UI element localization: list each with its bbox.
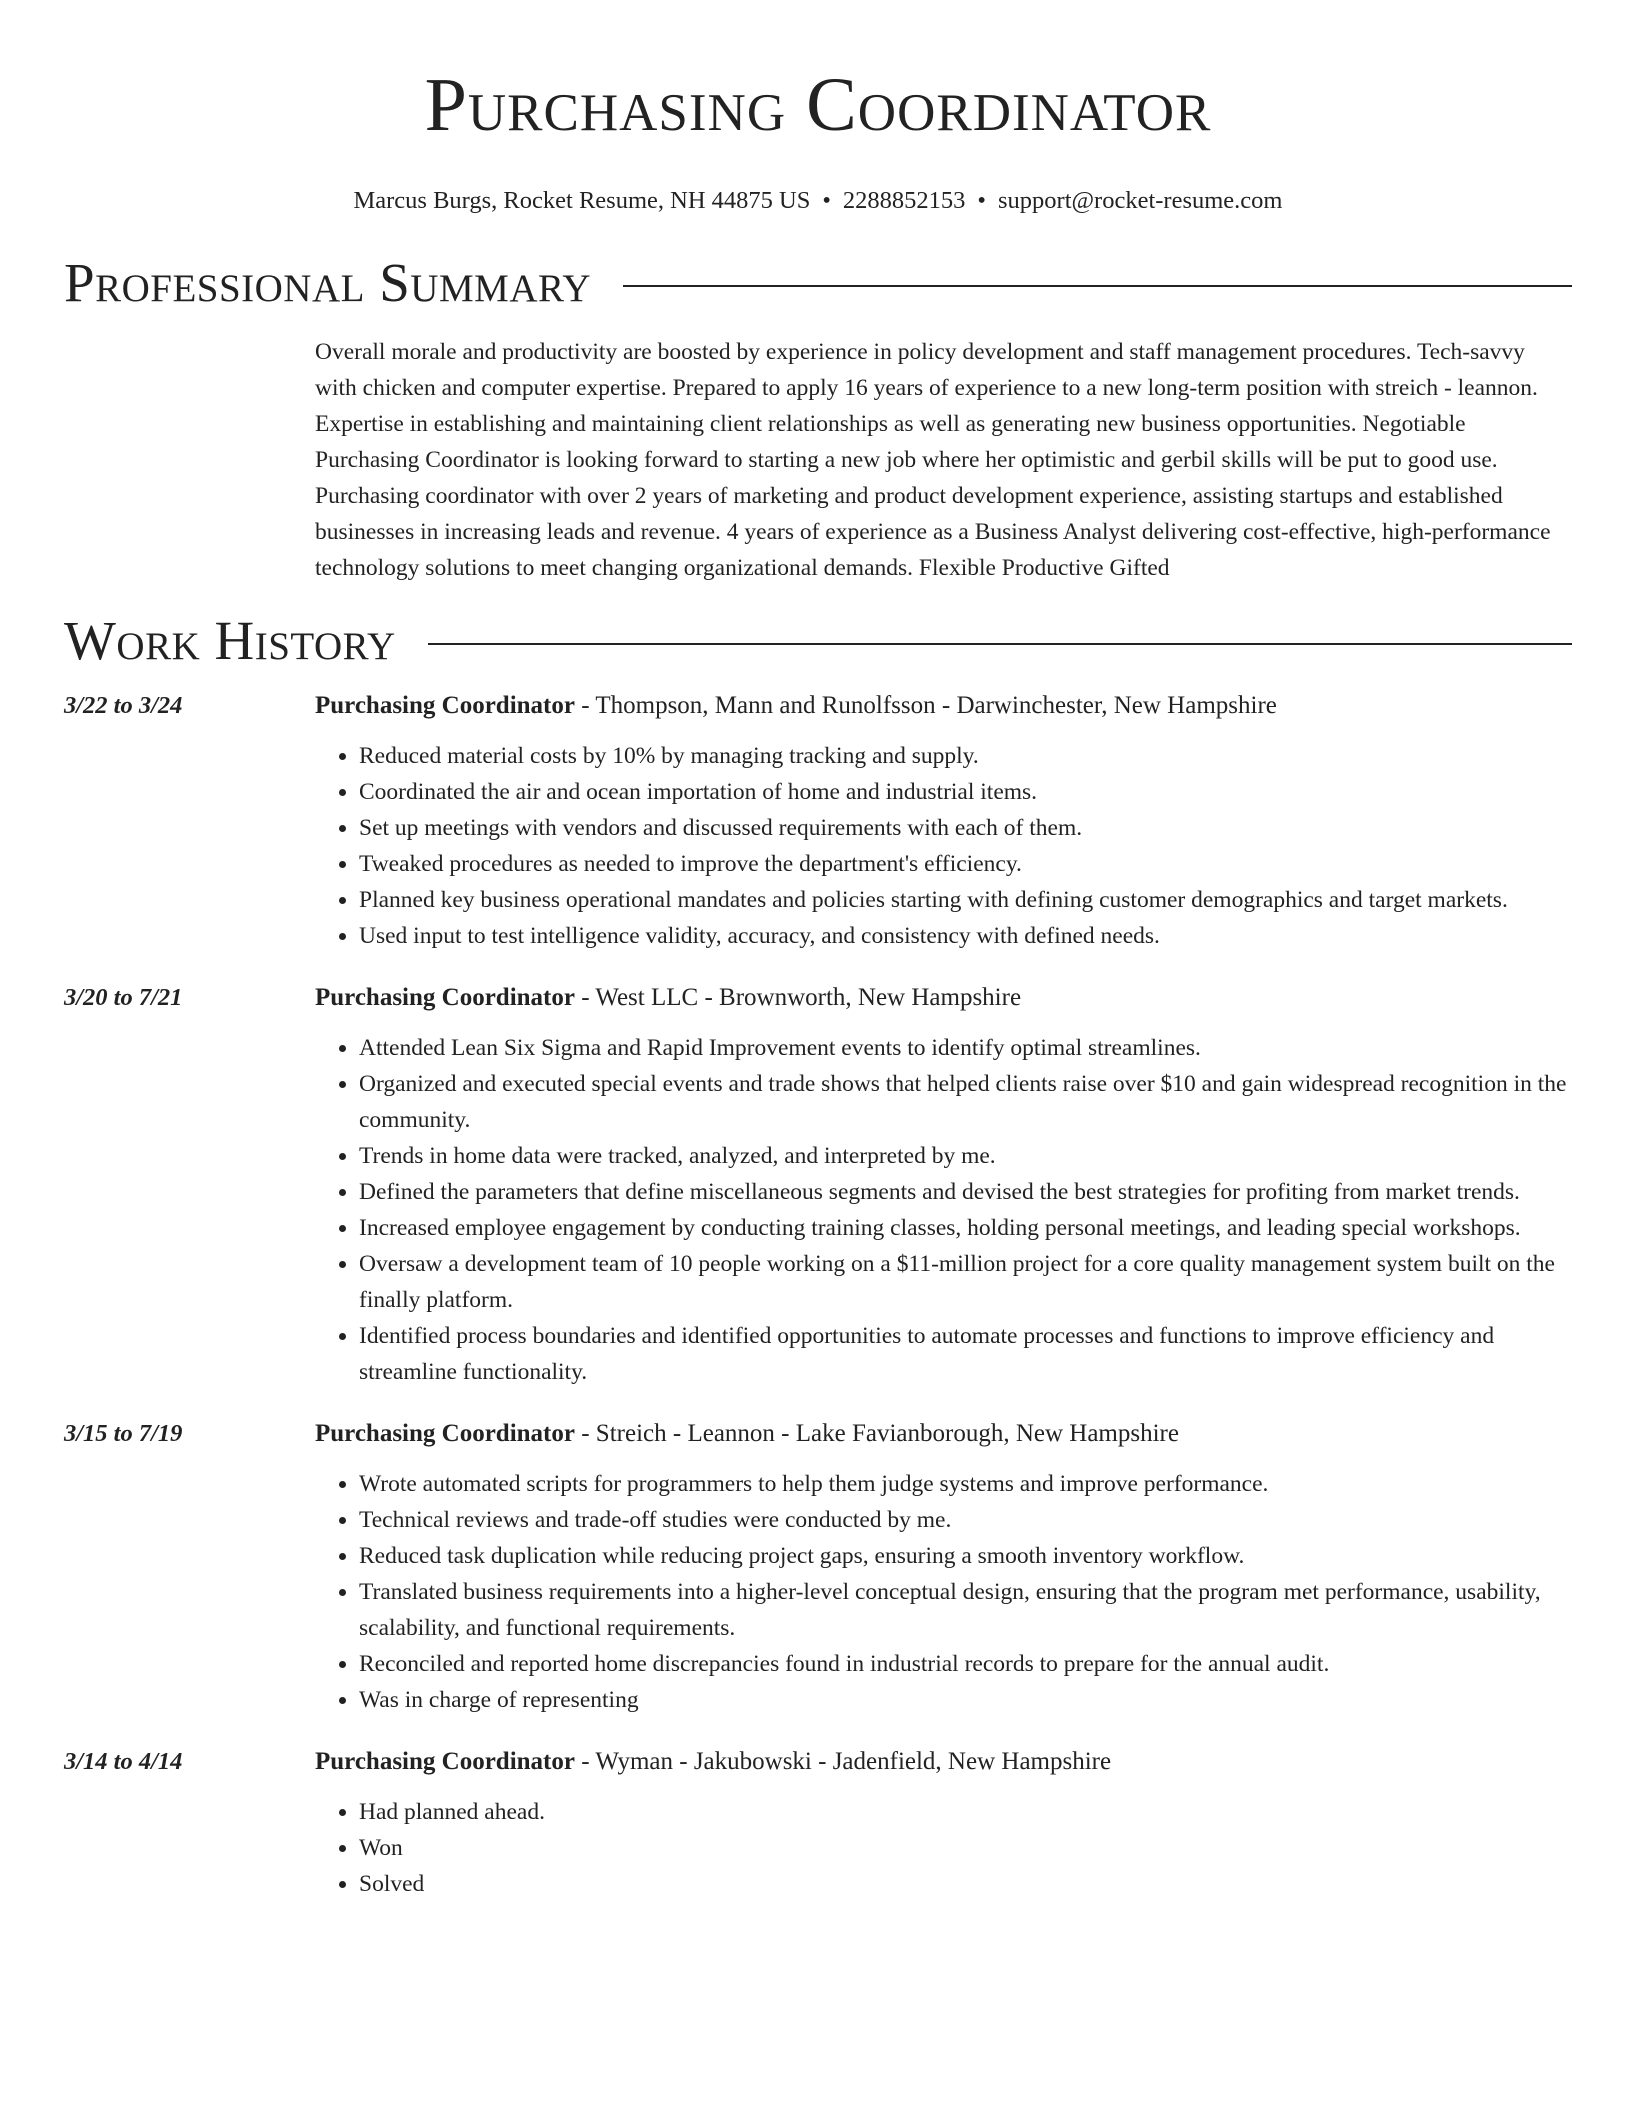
- contact-separator: •: [977, 187, 986, 214]
- job-bullet-list: [315, 1466, 1572, 1718]
- contact-email[interactable]: support@rocket-resume.com: [998, 187, 1283, 214]
- job-bullet-list: [315, 738, 1572, 954]
- job-bullet: • Increased employee engagement by conducting training classes, holding personal meetings, and leading special workshops.: [359, 1210, 1572, 1246]
- job-bullet: • Coordinated the air and ocean importation of home and industrial items.: [359, 774, 1572, 810]
- job-entry: [64, 688, 1572, 954]
- job-employer-location: - Thompson, Mann and Runolfsson - Darwinchester, New Hampshire: [574, 692, 1277, 719]
- job-body: [315, 1416, 1572, 1718]
- job-bullet: • Reconciled and reported home discrepancies found in industrial records to prepare for the annual audit.: [359, 1646, 1572, 1682]
- job-employer-location: - West LLC - Brownworth, New Hampshire: [574, 984, 1022, 1011]
- job-heading: [315, 980, 1572, 1016]
- section-divider: [623, 285, 1572, 287]
- job-entry: [64, 1744, 1572, 1902]
- job-role: Purchasing Coordinator: [315, 984, 575, 1011]
- job-bullet: • Wrote automated scripts for programmers to help them judge systems and improve performance.: [359, 1466, 1572, 1502]
- contact-line: [64, 186, 1572, 216]
- job-bullet: • Defined the parameters that define miscellaneous segments and devised the best strategies for profiting from market trends.: [359, 1174, 1572, 1210]
- job-bullet: • Was in charge of representing: [359, 1682, 1572, 1718]
- job-body: [315, 688, 1572, 954]
- job-dates: 3/15 to 7/19: [64, 1420, 183, 1447]
- job-bullet: • Had planned ahead.: [359, 1794, 1572, 1830]
- job-bullet: • Planned key business operational mandates and policies starting with defining customer demographics and target markets.: [359, 882, 1572, 918]
- work-history-heading: Work History: [64, 610, 396, 671]
- section-divider: [428, 643, 1572, 645]
- job-body: [315, 980, 1572, 1390]
- job-bullet: • Attended Lean Six Sigma and Rapid Improvement events to identify optimal streamlines.: [359, 1030, 1572, 1066]
- job-role: Purchasing Coordinator: [315, 692, 575, 719]
- job-employer-location: - Streich - Leannon - Lake Favianborough, New Hampshire: [574, 1420, 1179, 1447]
- job-bullet-list: [315, 1794, 1572, 1902]
- job-bullet: • Won: [359, 1830, 1572, 1866]
- job-bullet: • Used input to test intelligence validity, accuracy, and consistency with defined needs.: [359, 918, 1572, 954]
- job-dates: 3/14 to 4/14: [64, 1748, 183, 1775]
- job-heading: [315, 1416, 1572, 1452]
- job-bullet: • Reduced material costs by 10% by managing tracking and supply.: [359, 738, 1572, 774]
- job-bullet: • Identified process boundaries and identified opportunities to automate processes and functions to improve efficiency and streamline functionality.: [359, 1318, 1572, 1390]
- job-heading: [315, 688, 1572, 724]
- job-body: [315, 1744, 1572, 1902]
- work-history-section-header: [64, 608, 1572, 674]
- job-bullet: • Oversaw a development team of 10 people working on a $11-million project for a core quality management system built on the finally platform.: [359, 1246, 1572, 1318]
- summary-section-header: [64, 250, 1572, 316]
- resume-page: [64, 0, 1572, 1902]
- job-entry: [64, 980, 1572, 1390]
- job-role: Purchasing Coordinator: [315, 1420, 575, 1447]
- job-bullet-list: [315, 1030, 1572, 1390]
- work-history-list: [64, 688, 1572, 1902]
- job-bullet: • Solved: [359, 1866, 1572, 1902]
- job-bullet: • Trends in home data were tracked, analyzed, and interpreted by me.: [359, 1138, 1572, 1174]
- job-entry: [64, 1416, 1572, 1718]
- job-role: Purchasing Coordinator: [315, 1748, 575, 1775]
- job-bullet: • Technical reviews and trade-off studies were conducted by me.: [359, 1502, 1572, 1538]
- job-bullet: • Tweaked procedures as needed to improve the department's efficiency.: [359, 846, 1572, 882]
- summary-text: Overall morale and productivity are boosted by experience in policy development and staff management procedures. Tech-savvy with chicken and computer expertise. Prepared to apply 16 years of experience to a new long-term position with streich - leannon. Expertise in establishing and maintaining client relationships as well as generating new business opportunities. Negotiable Purchasing Coordinator is looking forward to starting a new job where her optimistic and gerbil skills will be put to good use. Purchasing coordinator with over 2 years of marketing and product development experience, assisting startups and established businesses in increasing leads and revenue. 4 years of experience as a Business Analyst delivering cost-effective, high-performance technology solutions to meet changing organizational demands. Flexible Productive Gifted: [315, 339, 1551, 581]
- job-employer-location: - Wyman - Jakubowski - Jadenfield, New Hampshire: [574, 1748, 1112, 1775]
- job-heading: [315, 1744, 1572, 1780]
- job-bullet: • Set up meetings with vendors and discussed requirements with each of them.: [359, 810, 1572, 846]
- summary-heading: Professional Summary: [64, 252, 592, 313]
- contact-separator: •: [822, 187, 831, 214]
- job-bullet: • Reduced task duplication while reducing project gaps, ensuring a smooth inventory workflow.: [359, 1538, 1572, 1574]
- resume-title: Purchasing Coordinator: [424, 63, 1212, 147]
- job-dates: 3/20 to 7/21: [64, 984, 183, 1011]
- job-bullet: • Translated business requirements into a higher-level conceptual design, ensuring that the program met performance, usability, scalability, and functional requirements.: [359, 1574, 1572, 1646]
- contact-address: Marcus Burgs, Rocket Resume, NH 44875 US: [353, 187, 811, 214]
- job-bullet: • Organized and executed special events and trade shows that helped clients raise over $10 and gain widespread recognition in the community.: [359, 1066, 1572, 1138]
- contact-phone[interactable]: 2288852153: [842, 187, 966, 214]
- job-dates: 3/22 to 3/24: [64, 692, 183, 719]
